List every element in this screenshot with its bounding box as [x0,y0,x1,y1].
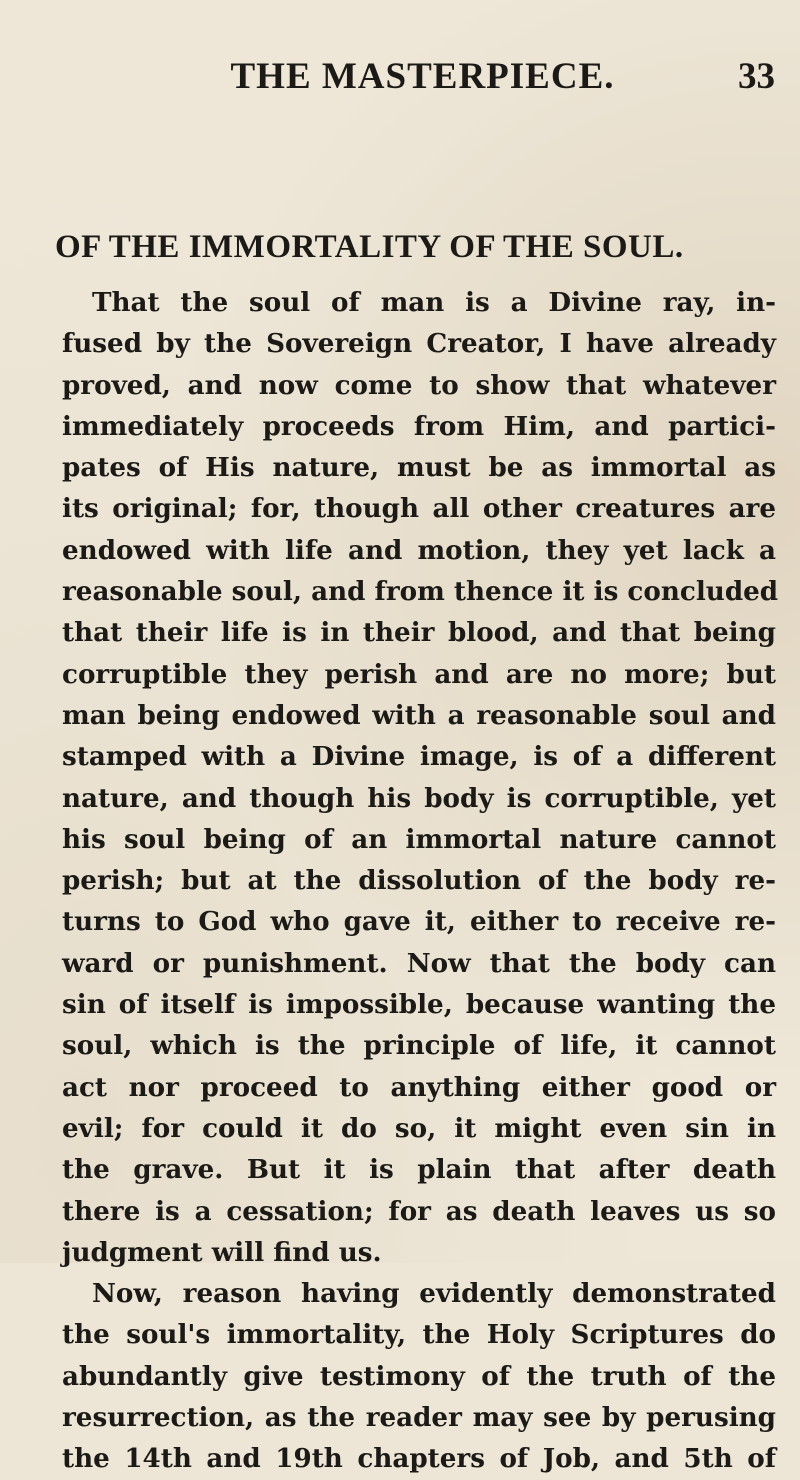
text-line: the soul's immortality, the Holy Scriptures do [62,1319,776,1351]
text-line: judgment will find us. [62,1236,382,1268]
text-line: stamped with a Divine image, is of a different [62,741,776,773]
text-line: abundantly give testimony of the truth of the [62,1360,776,1392]
text-line: corruptible they perish and are no more; but [62,658,776,690]
text-line: pates of His nature, must be as immortal as [62,452,776,484]
text-line: act nor proceed to anything either good or [62,1071,776,1103]
running-title: THE MASTERPIECE. [230,56,615,97]
text-line: the 14th and 19th chapters of Job, and 5th of [62,1443,776,1475]
text-line: ward or punishment. Now that the body can [62,947,776,979]
chapter-heading: OF THE IMMORTALITY OF THE SOUL. [55,229,684,265]
page-number: 33 [738,56,775,97]
text-line: that their life is in their blood, and that being [62,617,776,649]
text-line: perish; but at the dissolution of the body re- [62,865,776,897]
text-line: proved, and now come to show that whatever [62,369,776,401]
text-line: nature, and though his body is corruptible, yet [62,782,776,814]
text-line: reasonable soul, and from thence it is concluded [62,576,779,608]
text-line: the grave. But it is plain that after death [62,1154,776,1186]
text-line: evil; for could it do so, it might even sin in [62,1112,776,1144]
body-text [62,282,779,1480]
text-line: his soul being of an immortal nature cannot [62,823,776,855]
text-line: fused by the Sovereign Creator, I have already [62,328,776,360]
text-line: Now, reason having evidently demonstrated [92,1278,776,1310]
text-line: endowed with life and motion, they yet lack a [62,534,776,566]
text-line: That the soul of man is a Divine ray, in- [92,287,776,318]
text-line: man being endowed with a reasonable soul and [62,699,776,731]
running-head [60,52,775,102]
text-line: immediately proceeds from Him, and partici- [62,410,776,442]
text-line: resurrection, as the reader may see by perusing [62,1402,776,1434]
text-line: there is a cessation; for as death leaves us so [62,1195,776,1227]
text-line: sin of itself is impossible, because wanting the [62,989,776,1021]
text-line: its original; for, though all other creatures are [62,493,776,525]
text-line: soul, which is the principle of life, it cannot [62,1030,776,1062]
text-line: turns to God who gave it, either to receive re- [62,906,776,938]
